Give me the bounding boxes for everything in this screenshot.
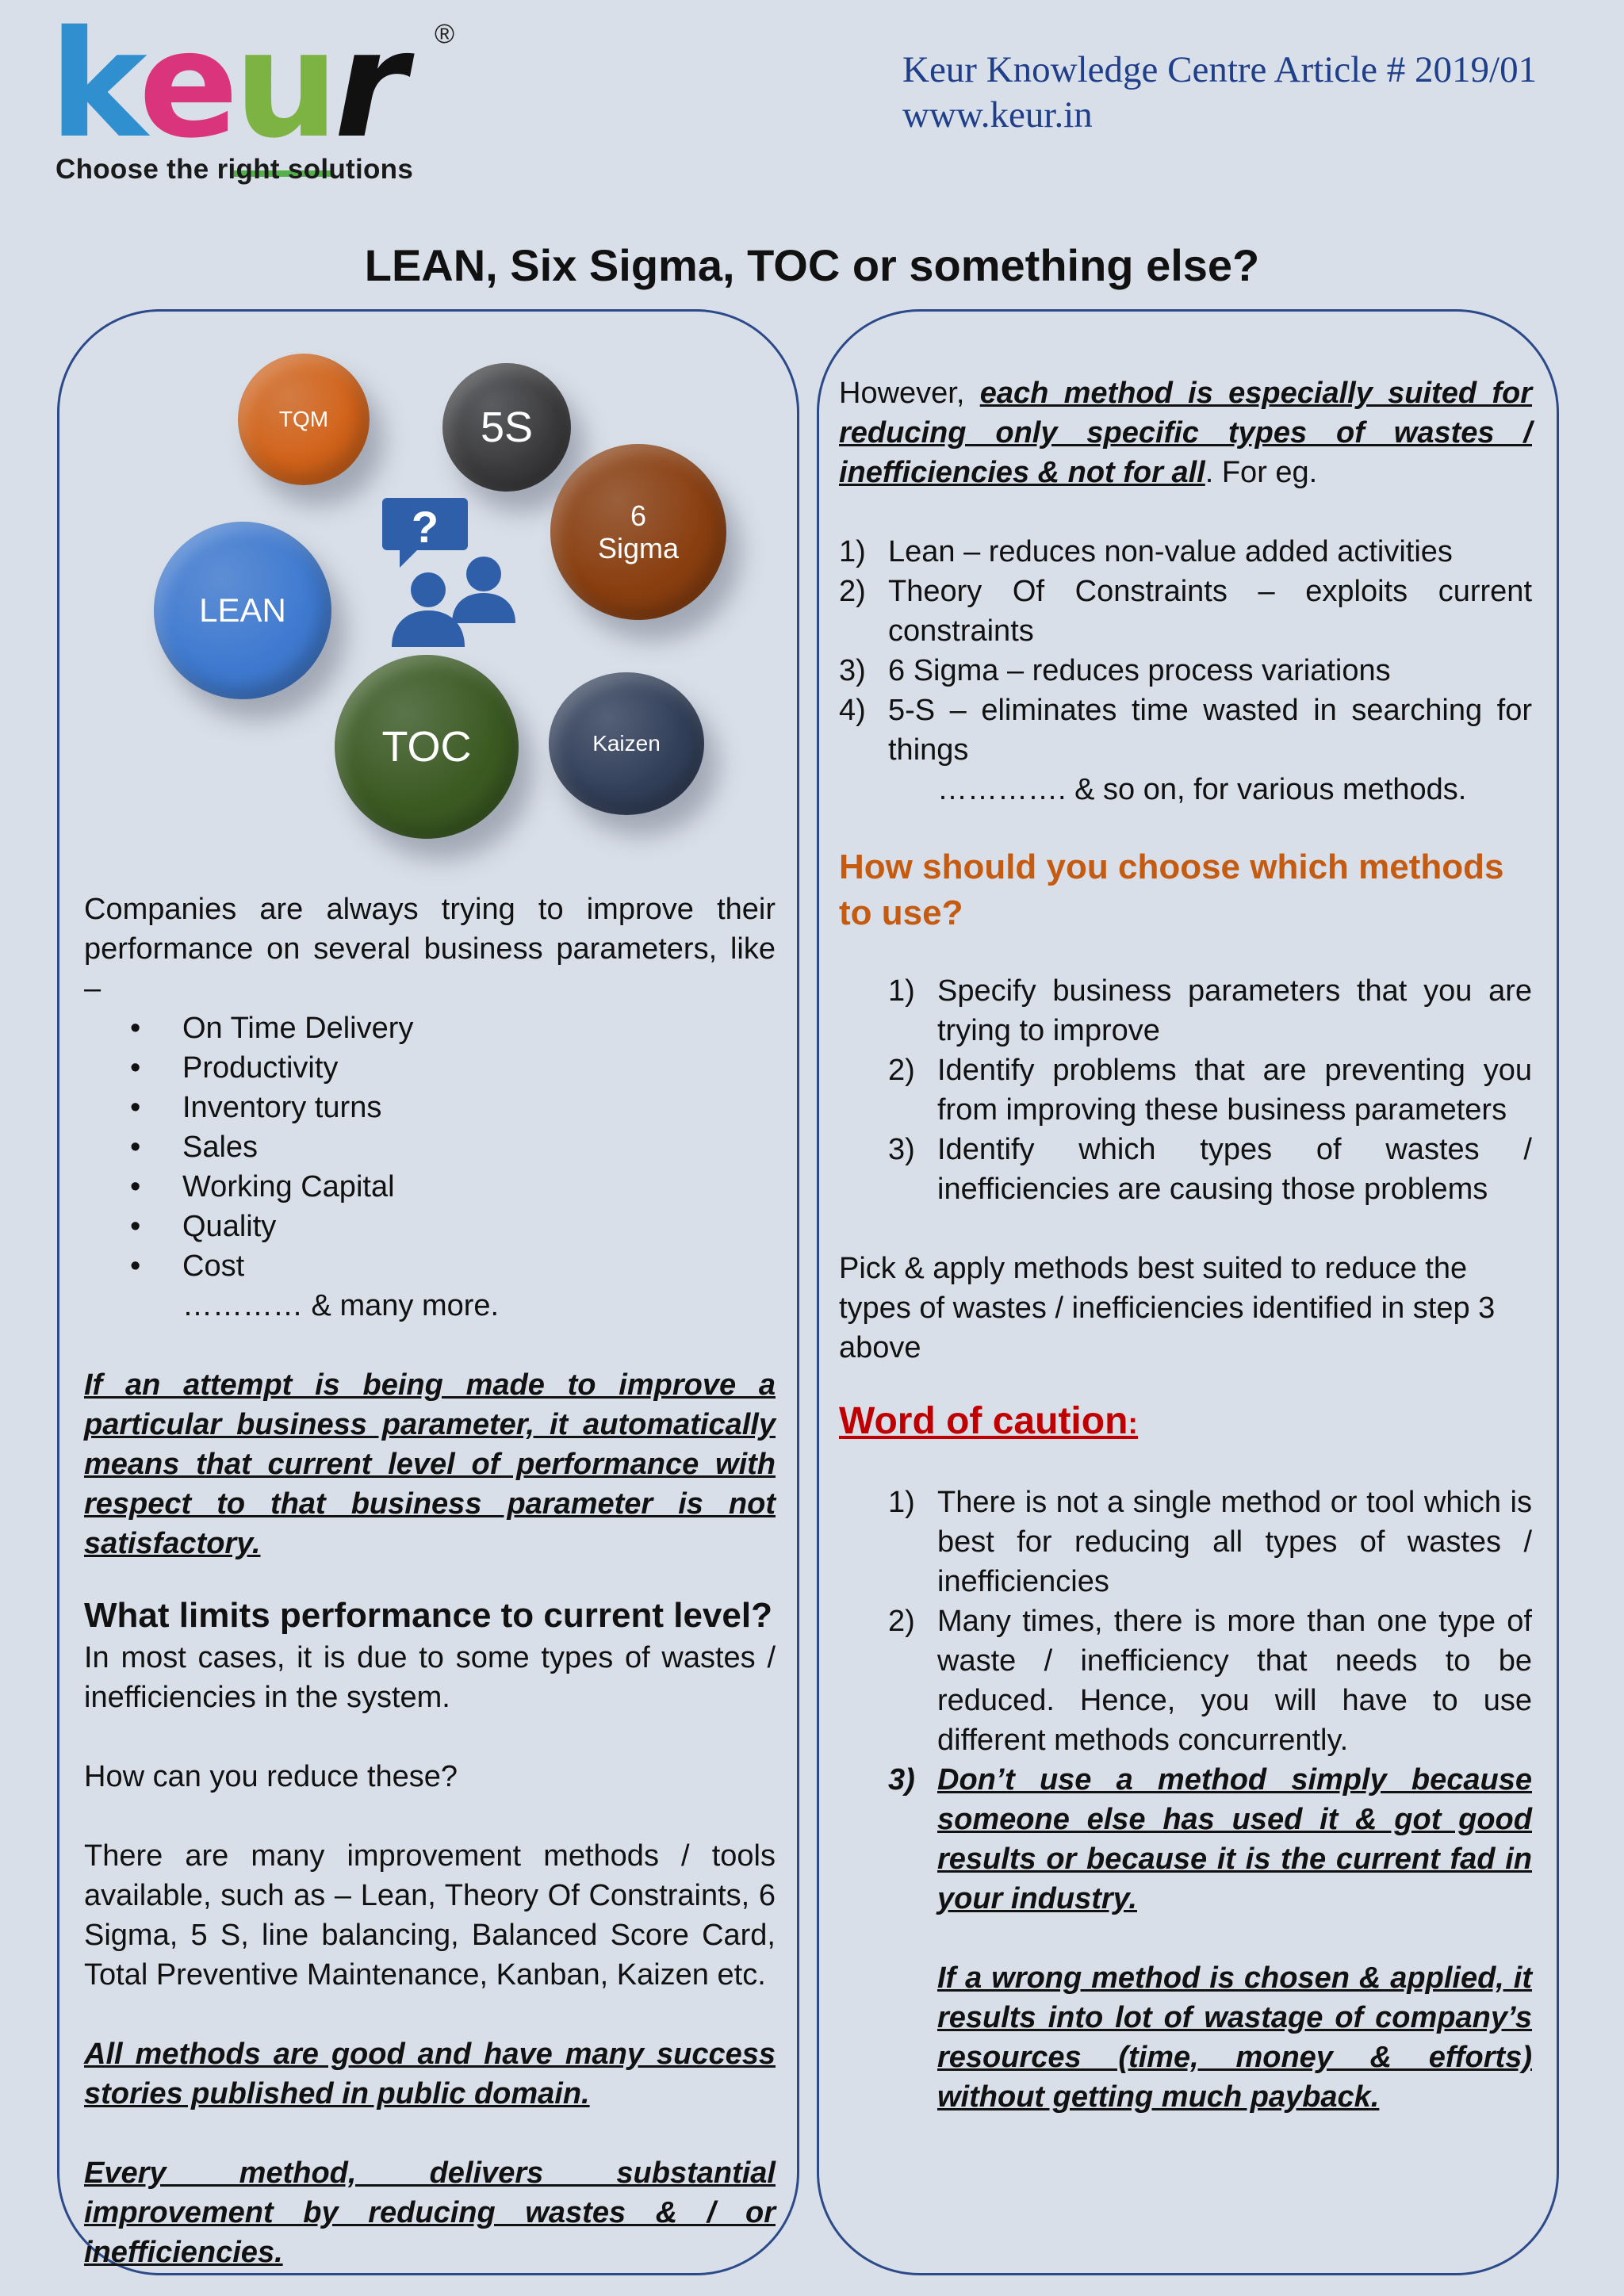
bubble-5s: [442, 363, 571, 492]
step-number: 2): [888, 1054, 915, 1087]
caution-text-emphasis: Don’t use a method simply because someone else has used it & got good results or because it is the current fad in your industry.: [937, 1763, 1532, 1915]
method-examples-list: [839, 532, 1532, 770]
parameter-item: • Working Capital: [84, 1167, 776, 1207]
however-emphasis: each method is especially suited for reducing only specific types of wastes / inefficiencies & not for all: [839, 377, 1532, 489]
bubble-tqm: [238, 354, 370, 485]
caution-number: 2): [888, 1605, 915, 1638]
question-people-icon: [373, 496, 531, 647]
example-text: 5-S – eliminates time wasted in searching for things: [888, 694, 1532, 767]
logo-letter-r: r: [334, 0, 403, 170]
heading-what-limits: What limits performance to current level?: [84, 1596, 772, 1635]
example-item: [839, 572, 1532, 651]
parameter-item: • Sales: [84, 1127, 776, 1167]
parameter-item: • Productivity: [84, 1048, 776, 1088]
pick-apply-paragraph: Pick & apply methods best suited to reduce the types of wastes / inefficiencies identified in step 3 above: [839, 1252, 1496, 1364]
caution-heading-text: Word of caution: [839, 1400, 1128, 1442]
emphasis-every-method: Every method, delivers substantial improvement by reducing wastes & / or inefficiencies.: [84, 2156, 776, 2269]
example-number: 4): [839, 694, 866, 727]
examples-more: …………. & so on, for various methods.: [937, 773, 1467, 806]
parameter-item: • On Time Delivery: [84, 1008, 776, 1048]
bubble-kaizen: [549, 672, 704, 815]
example-number: 2): [839, 575, 866, 608]
caution-item: [839, 1760, 1532, 1919]
bubble-toc: [335, 655, 519, 839]
bubble-lean: [154, 522, 331, 699]
limits-paragraph: In most cases, it is due to some types of wastes / inefficiencies in the system.: [84, 1641, 776, 1714]
page-title: LEAN, Six Sigma, TOC or something else?: [364, 240, 1260, 290]
example-text: Theory Of Constraints – exploits current constraints: [888, 575, 1532, 648]
caution-list: [839, 1483, 1532, 1919]
example-item: [839, 691, 1532, 770]
bubble-label-kaizen: Kaizen: [592, 730, 661, 756]
emphasis-all-methods-good: All methods are good and have many success stories published in public domain.: [84, 2038, 776, 2110]
bubble-label-5s: 5S: [480, 403, 534, 451]
parameter-item: • Quality: [84, 1207, 776, 1246]
right-column: [839, 373, 1532, 2117]
caution-text: Many times, there is more than one type of waste / inefficiency that needs to be reduced. Hence, you will have to use different methods concurrently.: [937, 1605, 1532, 1757]
step-number: 1): [888, 974, 915, 1008]
logo-letter-u: u: [234, 0, 334, 177]
step-text: Identify problems that are preventing you from improving these business parameters: [937, 1054, 1532, 1127]
article-number: Keur Knowledge Centre Article # 2019/01: [902, 49, 1538, 90]
parameters-more: ………… & many more.: [182, 1289, 500, 1322]
caution-item: [839, 1483, 1532, 1601]
step-text: Identify which types of wastes / inefficiencies are causing those problems: [937, 1133, 1532, 1206]
wrong-method-warning: If a wrong method is chosen & applied, it results into lot of wastage of company’s resources (time, money & efforts) without getting much payback.: [937, 1961, 1532, 2114]
caution-number: 3): [888, 1763, 915, 1797]
keur-logo: [49, 0, 493, 193]
methods-bubble-graphic: [135, 341, 753, 856]
however-paragraph: [839, 373, 1532, 492]
logo-tagline: Choose the right solutions: [56, 154, 414, 185]
example-text: 6 Sigma – reduces process variations: [888, 654, 1391, 687]
left-column: [84, 890, 776, 2272]
choose-steps-list: [839, 971, 1532, 1209]
heading-word-of-caution: [839, 1396, 1532, 1449]
parameter-item: • Inventory turns: [84, 1088, 776, 1127]
step-text: Specify business parameters that you are trying to improve: [937, 974, 1532, 1047]
step-item: [839, 1130, 1532, 1209]
step-item: [839, 971, 1532, 1050]
example-number: 3): [839, 654, 866, 687]
step-item: [839, 1050, 1532, 1130]
svg-text:?: ?: [411, 502, 439, 552]
bubble-label-toc: TOC: [381, 722, 472, 771]
logo-letter-k: k: [49, 0, 139, 170]
caution-item: [839, 1601, 1532, 1760]
bubble-label-lean: LEAN: [199, 591, 286, 629]
caution-heading-colon: :: [1128, 1407, 1139, 1441]
caution-number: 1): [888, 1486, 915, 1519]
reduce-question: How can you reduce these?: [84, 1760, 458, 1793]
registered-mark: ®: [435, 19, 455, 49]
however-prefix: However,: [839, 377, 980, 410]
parameter-item: • Cost: [84, 1246, 776, 1286]
bubble-label-tqm: TQM: [278, 406, 329, 431]
example-item: [839, 532, 1532, 572]
step-number: 3): [888, 1133, 915, 1166]
bubble-6-sigma: [550, 444, 726, 620]
logo-letter-e: e: [138, 0, 234, 170]
example-number: 1): [839, 535, 866, 568]
website-link[interactable]: www.keur.in: [902, 94, 1093, 136]
emphasis-not-satisfactory: If an attempt is being made to improve a particular business parameter, it automatically means that current level of performance with respect to that business parameter is not satisfactory.: [84, 1368, 776, 1560]
bubble-label-6-sigma: 6 Sigma: [597, 499, 680, 564]
intro-paragraph: Companies are always trying to improve their performance on several business parameters, like –: [84, 893, 776, 1005]
article-info: [902, 48, 1537, 138]
example-item: [839, 651, 1532, 691]
example-text: Lean – reduces non-value added activities: [888, 535, 1453, 568]
parameter-list: [84, 1008, 776, 1286]
methods-paragraph: There are many improvement methods / tools available, such as – Lean, Theory Of Constraints, 6 Sigma, 5 S, line balancing, Balanced Score Card, Total Preventive Maintenance, Kanban, Kaizen etc.: [84, 1839, 776, 1992]
however-suffix: . For eg.: [1205, 456, 1318, 489]
heading-how-to-choose: How should you choose which methods to use?: [839, 848, 1504, 932]
caution-text: There is not a single method or tool which is best for reducing all types of wastes / inefficiencies: [937, 1486, 1532, 1598]
